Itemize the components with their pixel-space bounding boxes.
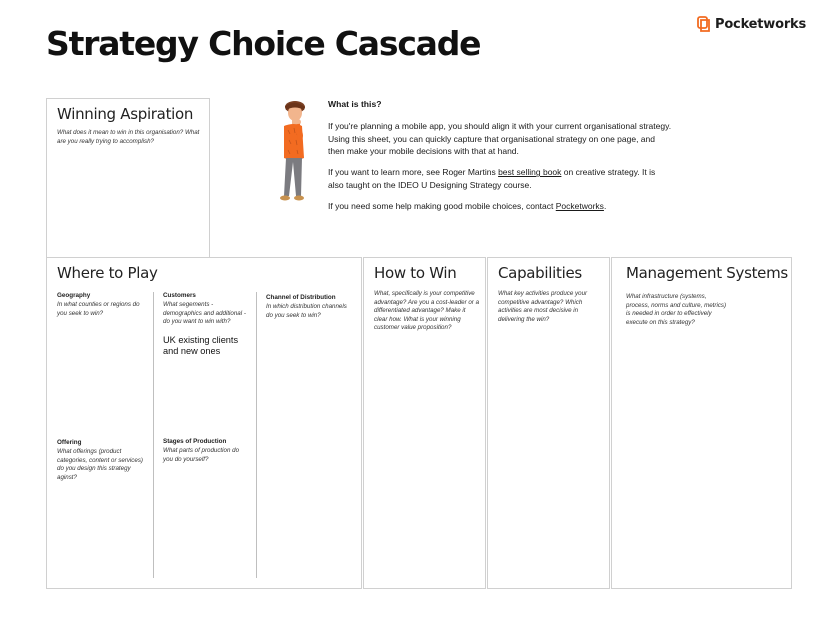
info-paragraph-1: If you're planning a mobile app, you should align it with your current organisational strategy. Using this sheet, you can quickly capture that organisational strategy on one page, and then make your mobile decisions with that at hand.	[328, 120, 672, 157]
winning-aspiration-prompt: What does it mean to win in this organisation? What are you really trying to accomplish?	[57, 129, 200, 145]
offering-label: Offering	[57, 439, 82, 446]
channel-label: Channel of Distribution	[266, 294, 336, 301]
page-title: Strategy Choice Cascade	[46, 24, 481, 63]
winning-aspiration-box	[46, 98, 210, 258]
best-selling-book-link[interactable]: best selling book	[498, 167, 562, 178]
capabilities-box	[487, 257, 610, 589]
management-systems-box	[611, 257, 792, 589]
info-paragraph-3-start: If you need some help making good mobile choices, contact	[328, 200, 556, 211]
info-paragraph-2-start: If you want to learn more, see Roger Martins	[328, 167, 499, 178]
where-to-play-divider-1	[153, 292, 154, 578]
stages-label: Stages of Production	[163, 438, 227, 445]
pocketworks-logo-icon	[697, 16, 711, 32]
where-to-play-box	[46, 257, 362, 589]
person-illustration	[264, 100, 314, 204]
info-section	[328, 98, 673, 221]
customers-label: Customers	[163, 292, 196, 299]
info-heading: What is this?	[328, 99, 382, 109]
brand-logo	[697, 16, 806, 32]
info-paragraph-3-end: .	[603, 200, 607, 211]
customers-answer[interactable]: UK existing clients and new ones	[163, 335, 239, 356]
info-paragraph-3	[328, 200, 673, 213]
geography-prompt: In what counties or regions do you seek to win?	[57, 301, 140, 317]
management-systems-title: Management Systems	[626, 264, 788, 282]
where-to-play-divider-2	[256, 292, 257, 578]
capabilities-prompt: What key activities produce your competitive advantage? Which activities are most decisive in delivering the win?	[498, 290, 588, 323]
customers-prompt: What segements - demographics and additional - do you want to win with?	[163, 301, 246, 326]
how-to-win-prompt: What, specifically is your competitive advantage? Are you a cost-leader or a differentiated advantage? Make it clear how. What is your winning customer value proposition?	[374, 290, 480, 332]
how-to-win-title: How to Win	[374, 264, 457, 282]
info-paragraph-2	[328, 166, 673, 192]
pocketworks-link[interactable]: Pocketworks	[555, 200, 604, 211]
channel-prompt: In which distribution channels do you seek to win?	[266, 303, 347, 319]
capabilities-title: Capabilities	[498, 264, 582, 282]
stages-prompt: What parts of production do you do yourself?	[163, 447, 240, 463]
offering-prompt: What offerings (product categories, content or services) do you design this strategy aginst?	[57, 448, 143, 481]
where-to-play-title: Where to Play	[57, 264, 158, 282]
info-paragraph-2-end: on creative strategy. It is also taught on the IDEO U Designing Strategy course.	[328, 167, 656, 190]
geography-label: Geography	[57, 292, 91, 299]
brand-name: Pocketworks	[715, 16, 807, 32]
winning-aspiration-title: Winning Aspiration	[57, 105, 194, 123]
management-systems-prompt: What infrastructure (systems, process, norms and culture, metrics) is needed in order to effectively execute on this strategy?	[626, 293, 727, 326]
how-to-win-box	[363, 257, 486, 589]
